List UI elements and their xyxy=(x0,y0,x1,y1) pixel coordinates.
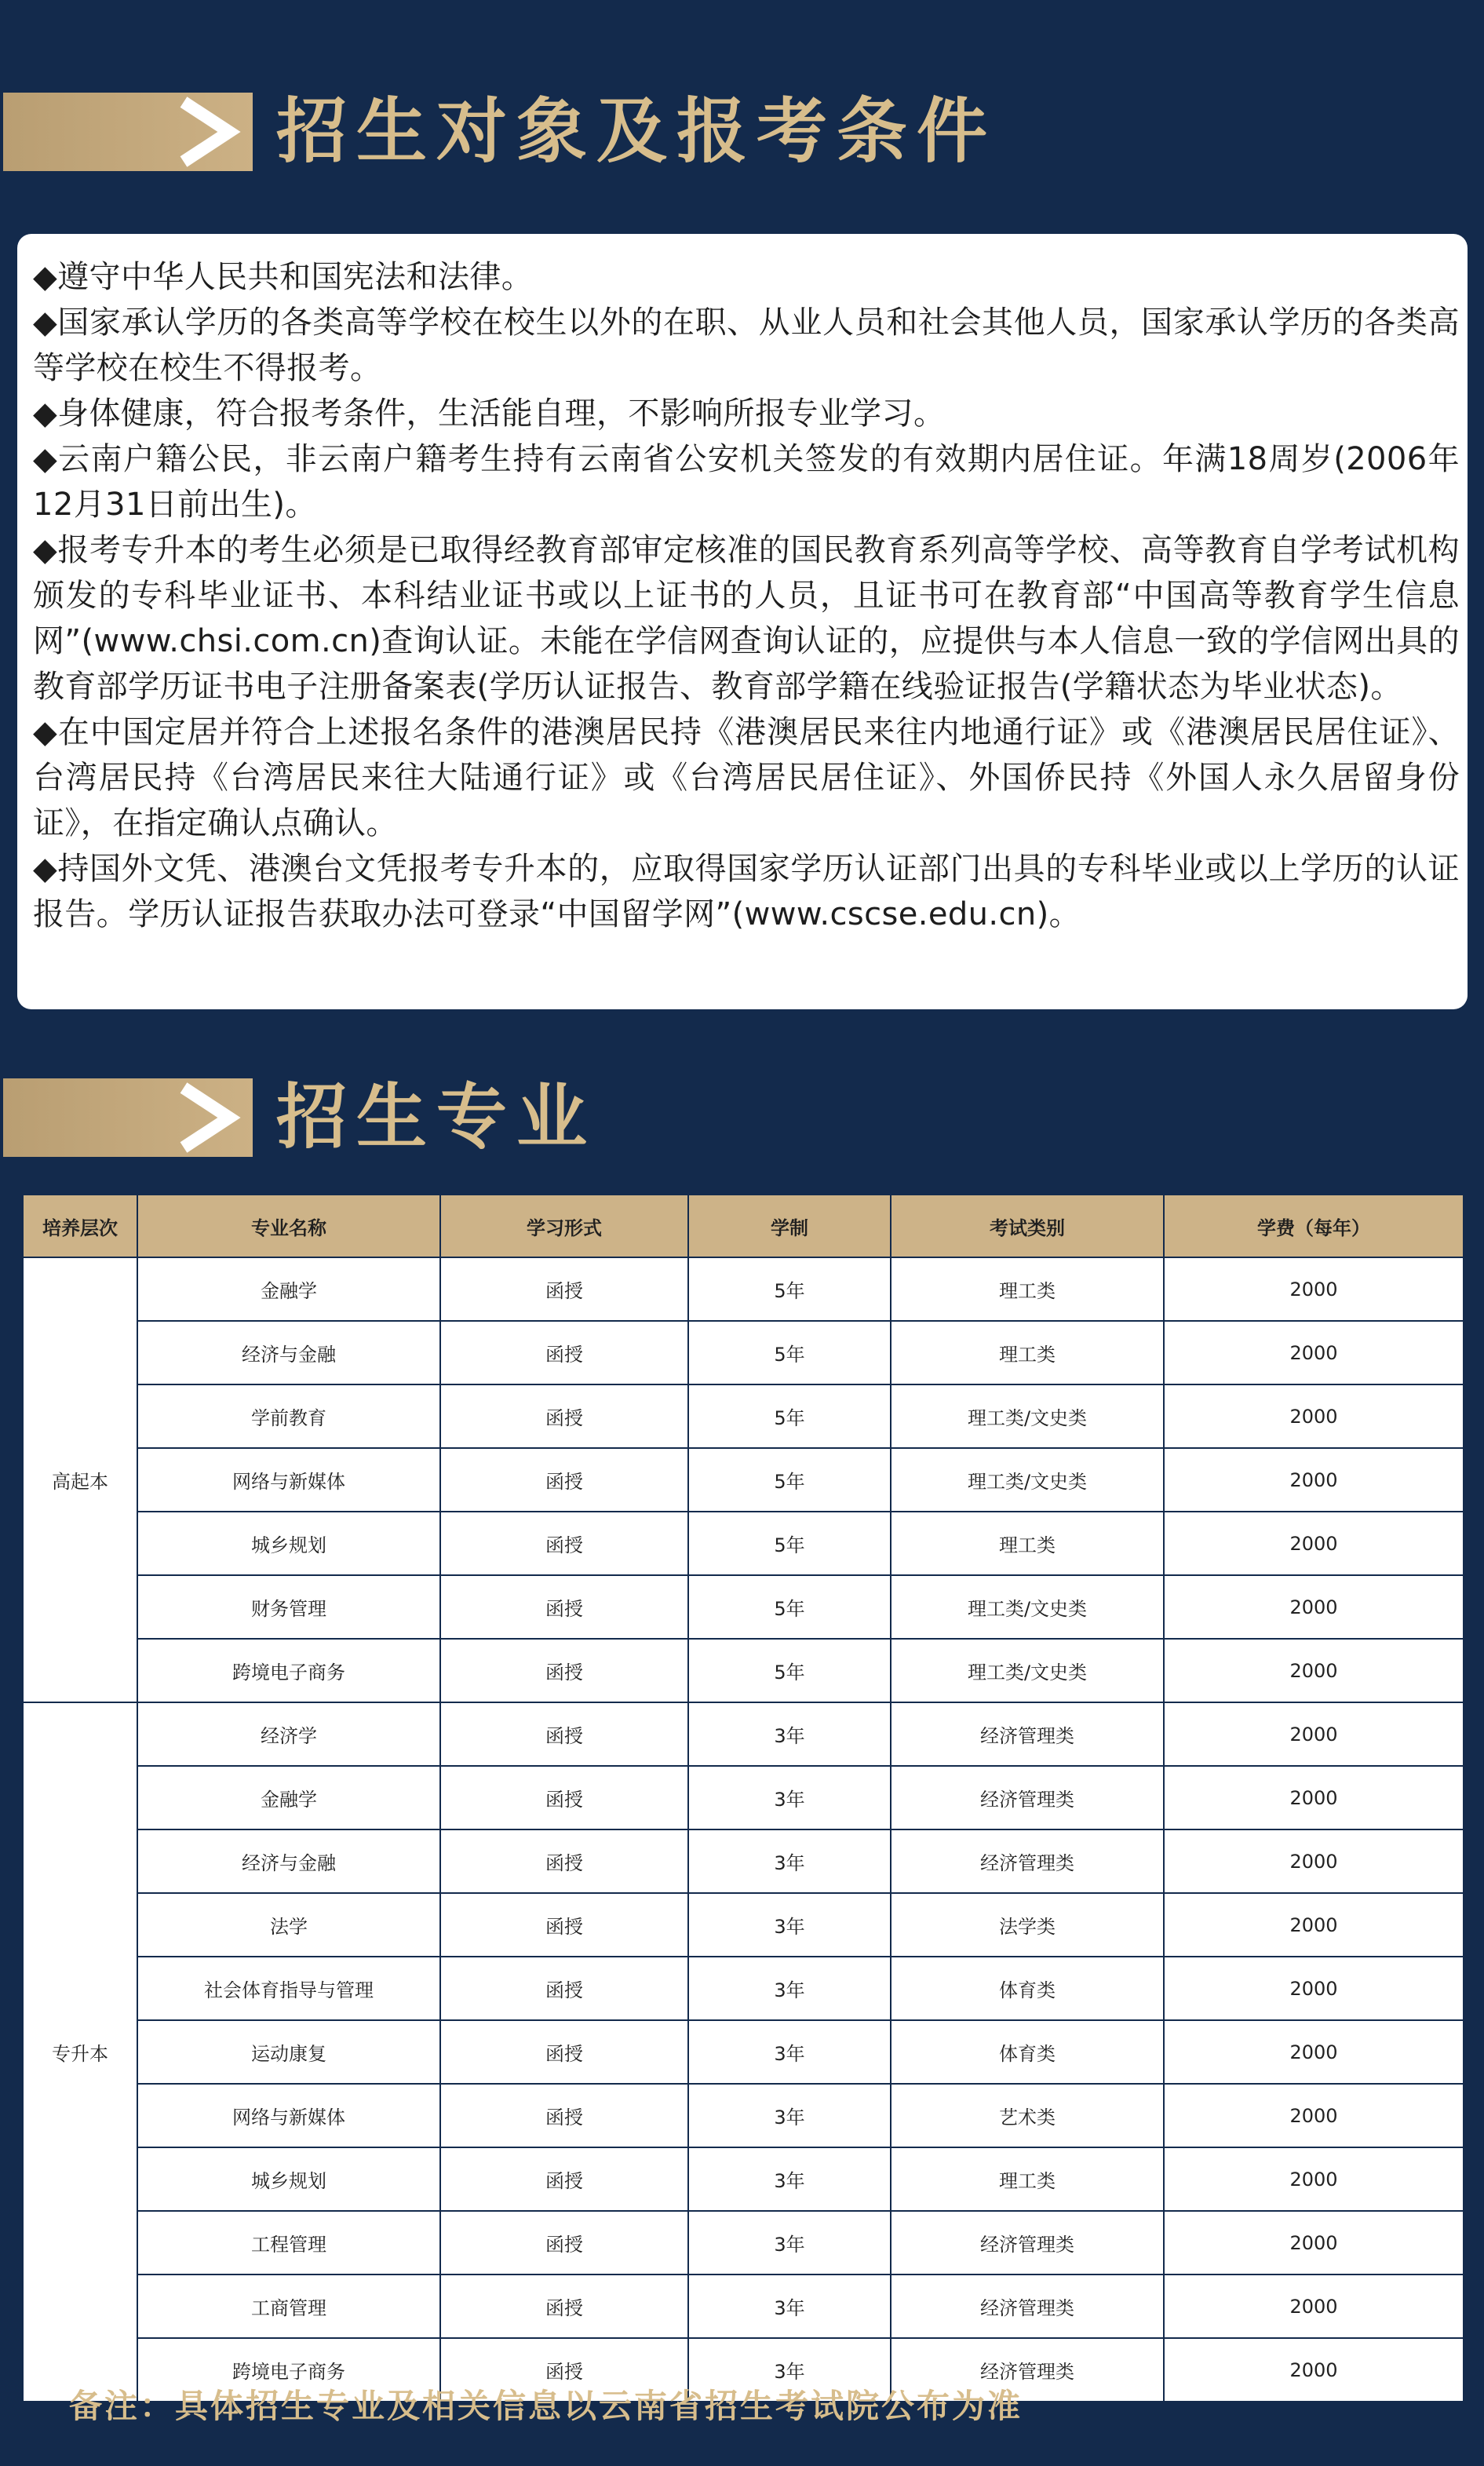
tuition-cell: 2000 xyxy=(1164,1448,1464,1512)
exam-category-cell: 艺术类 xyxy=(891,2084,1164,2147)
major-name-cell: 经济与金融 xyxy=(137,1829,440,1893)
major-name-cell: 学前教育 xyxy=(137,1384,440,1448)
tuition-cell: 2000 xyxy=(1164,2147,1464,2211)
tuition-cell: 2000 xyxy=(1164,1957,1464,2020)
study-mode-cell: 函授 xyxy=(440,2338,688,2402)
study-mode-cell: 函授 xyxy=(440,1512,688,1575)
table-row xyxy=(23,2274,1464,2338)
major-name-cell: 运动康复 xyxy=(137,2020,440,2084)
level-cell: 高起本 xyxy=(23,1257,137,1702)
table-row xyxy=(23,1639,1464,1702)
table-row xyxy=(23,1702,1464,1766)
condition-item: ◆国家承认学历的各类高等学校在校生以外的在职、从业人员和社会其他人员，国家承认学历的各类高等学校在校生不得报考。 xyxy=(33,305,1460,386)
table-header-row xyxy=(23,1195,1464,1257)
duration-cell: 3年 xyxy=(688,1957,891,2020)
study-mode-cell: 函授 xyxy=(440,1384,688,1448)
section-heading-majors xyxy=(0,1078,1484,1157)
table-body xyxy=(23,1257,1464,2402)
tuition-cell: 2000 xyxy=(1164,2084,1464,2147)
majors-table-wrapper xyxy=(22,1194,1463,2402)
condition-item: ◆身体健康，符合报考条件，生活能自理，不影响所报专业学习。 xyxy=(33,396,946,432)
tuition-cell: 2000 xyxy=(1164,2211,1464,2274)
tuition-cell: 2000 xyxy=(1164,1257,1464,1321)
tuition-cell: 2000 xyxy=(1164,1829,1464,1893)
footnote: 备注：具体招生专业及相关信息以云南省招生考试院公布为准 xyxy=(69,2387,1023,2425)
tuition-cell: 2000 xyxy=(1164,1702,1464,1766)
tuition-cell: 2000 xyxy=(1164,2020,1464,2084)
major-name-cell: 城乡规划 xyxy=(137,1512,440,1575)
duration-cell: 3年 xyxy=(688,1766,891,1829)
header-cell: 学费（每年） xyxy=(1164,1195,1464,1257)
duration-cell: 3年 xyxy=(688,1702,891,1766)
major-name-cell: 工商管理 xyxy=(137,2274,440,2338)
major-name-cell: 网络与新媒体 xyxy=(137,2084,440,2147)
major-name-cell: 社会体育指导与管理 xyxy=(137,1957,440,2020)
major-name-cell: 工程管理 xyxy=(137,2211,440,2274)
table-row xyxy=(23,1957,1464,2020)
tuition-cell: 2000 xyxy=(1164,1384,1464,1448)
major-name-cell: 金融学 xyxy=(137,1766,440,1829)
tuition-cell: 2000 xyxy=(1164,1893,1464,1957)
major-name-cell: 跨境电子商务 xyxy=(137,1639,440,1702)
table-row xyxy=(23,1512,1464,1575)
conditions-card xyxy=(17,234,1468,1009)
table-row xyxy=(23,1829,1464,1893)
tuition-cell: 2000 xyxy=(1164,1512,1464,1575)
duration-cell: 3年 xyxy=(688,2147,891,2211)
exam-category-cell: 理工类 xyxy=(891,1321,1164,1384)
study-mode-cell: 函授 xyxy=(440,2084,688,2147)
major-name-cell: 财务管理 xyxy=(137,1575,440,1639)
major-name-cell: 金融学 xyxy=(137,1257,440,1321)
exam-category-cell: 法学类 xyxy=(891,1893,1164,1957)
study-mode-cell: 函授 xyxy=(440,2211,688,2274)
study-mode-cell: 函授 xyxy=(440,1257,688,1321)
exam-category-cell: 体育类 xyxy=(891,2020,1164,2084)
table-row xyxy=(23,1384,1464,1448)
chevron-right-icon xyxy=(174,96,242,168)
duration-cell: 5年 xyxy=(688,1321,891,1384)
condition-item: ◆云南户籍公民，非云南户籍考生持有云南省公安机关签发的有效期内居住证。年满18周岁(2006年12月31日前出生)。 xyxy=(33,441,1460,523)
table-row xyxy=(23,2084,1464,2147)
major-name-cell: 经济学 xyxy=(137,1702,440,1766)
table-row xyxy=(23,2211,1464,2274)
tuition-cell: 2000 xyxy=(1164,1639,1464,1702)
duration-cell: 3年 xyxy=(688,2211,891,2274)
tuition-cell: 2000 xyxy=(1164,1766,1464,1829)
duration-cell: 3年 xyxy=(688,1893,891,1957)
header-cell: 学制 xyxy=(688,1195,891,1257)
header-cell: 专业名称 xyxy=(137,1195,440,1257)
duration-cell: 3年 xyxy=(688,2338,891,2402)
table-row xyxy=(23,2147,1464,2211)
major-name-cell: 跨境电子商务 xyxy=(137,2338,440,2402)
duration-cell: 5年 xyxy=(688,1575,891,1639)
exam-category-cell: 体育类 xyxy=(891,1957,1164,2020)
major-name-cell: 网络与新媒体 xyxy=(137,1448,440,1512)
condition-item: ◆在中国定居并符合上述报名条件的港澳居民持《港澳居民来往内地通行证》或《港澳居民居住证》、台湾居民持《台湾居民来往大陆通行证》或《台湾居民居住证》、外国侨民持《外国人永久居留身份证》，在指定确认点确认。 xyxy=(33,714,1460,841)
exam-category-cell: 经济管理类 xyxy=(891,2211,1164,2274)
exam-category-cell: 理工类/文史类 xyxy=(891,1448,1164,1512)
tuition-cell: 2000 xyxy=(1164,1321,1464,1384)
table-row xyxy=(23,1893,1464,1957)
exam-category-cell: 理工类/文史类 xyxy=(891,1575,1164,1639)
study-mode-cell: 函授 xyxy=(440,1702,688,1766)
tuition-cell: 2000 xyxy=(1164,2338,1464,2402)
study-mode-cell: 函授 xyxy=(440,1766,688,1829)
exam-category-cell: 经济管理类 xyxy=(891,1766,1164,1829)
exam-category-cell: 理工类 xyxy=(891,1257,1164,1321)
tuition-cell: 2000 xyxy=(1164,2274,1464,2338)
table-row xyxy=(23,1321,1464,1384)
condition-item: ◆持国外文凭、港澳台文凭报考专升本的，应取得国家学历认证部门出具的专科毕业或以上学历的认证报告。学历认证报告获取办法可登录“中国留学网”(www.cscse.edu.cn)。 xyxy=(33,851,1460,932)
study-mode-cell: 函授 xyxy=(440,1829,688,1893)
header-cell: 学习形式 xyxy=(440,1195,688,1257)
exam-category-cell: 经济管理类 xyxy=(891,1829,1164,1893)
study-mode-cell: 函授 xyxy=(440,2274,688,2338)
study-mode-cell: 函授 xyxy=(440,1957,688,2020)
header-cell: 培养层次 xyxy=(23,1195,137,1257)
condition-item: ◆遵守中华人民共和国宪法和法律。 xyxy=(33,259,534,295)
table-row xyxy=(23,1257,1464,1321)
study-mode-cell: 函授 xyxy=(440,1639,688,1702)
exam-category-cell: 经济管理类 xyxy=(891,2274,1164,2338)
header-cell: 考试类别 xyxy=(891,1195,1164,1257)
major-name-cell: 法学 xyxy=(137,1893,440,1957)
duration-cell: 3年 xyxy=(688,2020,891,2084)
table-row xyxy=(23,2020,1464,2084)
study-mode-cell: 函授 xyxy=(440,1893,688,1957)
tuition-cell: 2000 xyxy=(1164,1575,1464,1639)
section-title: 招生对象及报考条件 xyxy=(276,90,997,173)
major-name-cell: 城乡规划 xyxy=(137,2147,440,2211)
study-mode-cell: 函授 xyxy=(440,1321,688,1384)
major-name-cell: 经济与金融 xyxy=(137,1321,440,1384)
section-heading-conditions xyxy=(0,90,1484,173)
duration-cell: 5年 xyxy=(688,1639,891,1702)
table-row xyxy=(23,1766,1464,1829)
condition-item: ◆报考专升本的考生必须是已取得经教育部审定核准的国民教育系列高等学校、高等教育自学考试机构颁发的专科毕业证书、本科结业证书或以上证书的人员，且证书可在教育部“中国高等教育学生信息网”(www.chsi.com.cn)查询认证。未能在学信网查询认证的，应提供与本人信息一致的学信网出具的教育部学历证书电子注册备案表(学历认证报告、教育部学籍在线验证报告(学籍状态为毕业状态)。 xyxy=(33,532,1460,705)
conditions-list xyxy=(33,254,1460,937)
exam-category-cell: 经济管理类 xyxy=(891,2338,1164,2402)
exam-category-cell: 理工类/文史类 xyxy=(891,1639,1164,1702)
study-mode-cell: 函授 xyxy=(440,2020,688,2084)
duration-cell: 5年 xyxy=(688,1512,891,1575)
study-mode-cell: 函授 xyxy=(440,2147,688,2211)
exam-category-cell: 理工类/文史类 xyxy=(891,1384,1164,1448)
exam-category-cell: 经济管理类 xyxy=(891,1702,1164,1766)
duration-cell: 5年 xyxy=(688,1448,891,1512)
chevron-right-icon xyxy=(174,1082,242,1154)
study-mode-cell: 函授 xyxy=(440,1575,688,1639)
majors-table xyxy=(22,1194,1464,2402)
study-mode-cell: 函授 xyxy=(440,1448,688,1512)
table-row xyxy=(23,1575,1464,1639)
duration-cell: 3年 xyxy=(688,1829,891,1893)
level-cell: 专升本 xyxy=(23,1702,137,2402)
duration-cell: 5年 xyxy=(688,1384,891,1448)
exam-category-cell: 理工类 xyxy=(891,1512,1164,1575)
duration-cell: 3年 xyxy=(688,2084,891,2147)
duration-cell: 3年 xyxy=(688,2274,891,2338)
table-row xyxy=(23,1448,1464,1512)
duration-cell: 5年 xyxy=(688,1257,891,1321)
exam-category-cell: 理工类 xyxy=(891,2147,1164,2211)
section-title: 招生专业 xyxy=(276,1076,596,1158)
